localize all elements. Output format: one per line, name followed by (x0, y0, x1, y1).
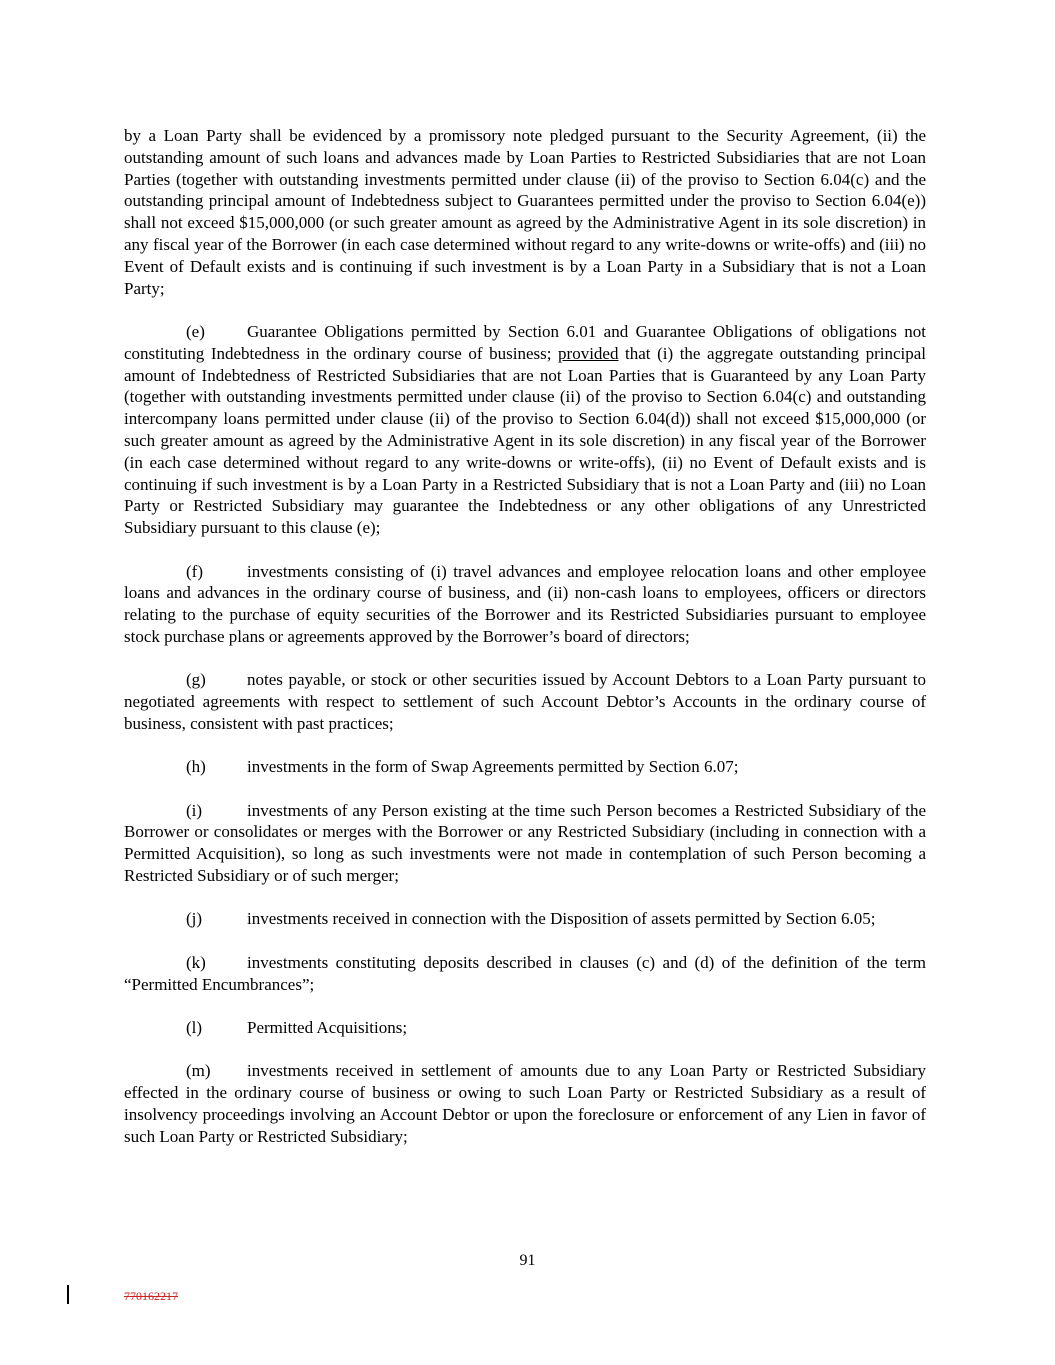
clause-e-label: (e) (186, 321, 205, 341)
clause-k-label: (k) (186, 952, 206, 972)
clause-f-label: (f) (186, 561, 203, 581)
clause-i-text: investments of any Person existing at the time such Person becomes a Restricted Subsidiary of the Borrower or consolidates or merges with the Borrower or any Restricted Subsidiary (including in connection with a Permitted Acquisition), so long as such investments were not made in contemplation of such Person becoming a Restricted Subsidiary or of such merger; (124, 800, 926, 886)
clause-h (124, 756, 926, 778)
clause-l-text: Permitted Acquisitions; (247, 1018, 408, 1038)
clause-f (124, 561, 926, 648)
clause-k (124, 952, 926, 996)
clause-j-text: investments received in connection with the Disposition of assets permitted by Section 6.05; (247, 909, 876, 929)
clause-i-label: (i) (186, 800, 203, 820)
revision-change-bar (67, 1285, 69, 1304)
clause-j-label: (j) (186, 909, 203, 929)
page-number: 91 (519, 1252, 536, 1269)
clause-e-provided: provided (558, 343, 619, 363)
clause-m-label: (m) (186, 1061, 211, 1081)
clause-g-text: notes payable, or stock or other securities issued by Account Debtors to a Loan Party pursuant to negotiated agreements with respect to settlement of such Account Debtor’s Accounts in the ordinary course of business, consistent with past practices; (124, 670, 926, 733)
clause-j (124, 908, 926, 930)
clause-l (124, 1017, 926, 1039)
clause-g-label: (g) (186, 670, 206, 690)
clause-h-text: investments in the form of Swap Agreements permitted by Section 6.07; (247, 757, 739, 777)
clause-l-label: (l) (186, 1018, 203, 1038)
clause-h-label: (h) (186, 757, 206, 777)
clause-m-text: investments received in settlement of amounts due to any Loan Party or Restricted Subsidiary effected in the ordinary course of business or owing to such Loan Party or Restricted Subsidiary as a result of insolvency proceedings involving an Account Debtor or upon the foreclosure or enforcement of any Lien in favor of such Loan Party or Restricted Subsidiary; (124, 1061, 926, 1146)
clause-k-text: investments constituting deposits described in clauses (c) and (d) of the definition of the term “Permitted Encumbrances”; (124, 952, 926, 994)
clause-f-text: investments consisting of (i) travel advances and employee relocation loans and other employee loans and advances in the ordinary course of business, and (ii) non-cash loans to employees, officers or directors relating to the purchase of equity securities of the Borrower and its Restricted Subsidiaries pursuant to employee stock purchase plans or agreements approved by the Borrower’s board of directors; (124, 561, 926, 646)
clause-e-text-after: that (i) the aggregate outstanding principal amount of Indebtedness of Restricted Subsidiaries that are not Loan Parties that is Guaranteed by any Loan Party (together with outstanding investments permitted under clause (ii) of the proviso to Section 6.04(c) and outstanding intercompany loans permitted under clause (ii) of the proviso to Section 6.04(d)) shall not exceed $15,000,000 (or such greater amount as agreed by the Administrative Agent in its sole discretion) in any fiscal year of the Borrower (in each case determined without regard to any write-downs or write-offs), (ii) no Event of Default exists and is continuing if such investment is by a Loan Party in a Restricted Subsidiary that is not a Loan Party and (iii) no Loan Party or Restricted Subsidiary may guarantee the Indebtedness or any other obligations of any Unrestricted Subsidiary pursuant to this clause (e); (124, 343, 927, 538)
clause-e (124, 321, 926, 539)
paragraph-intro: by a Loan Party shall be evidenced by a promissory note pledged pursuant to the Security Agreement, (ii) the outstanding amount of such loans and advances made by Loan Parties to Restricted Subsidiaries that are not Loan Parties (together with outstanding investments permitted under clause (ii) of the proviso to Section 6.04(c) and the outstanding principal amount of Indebtedness subject to Guarantees permitted under the proviso to Section 6.04(e)) shall not exceed $15,000,000 (or such greater amount as agreed by the Administrative Agent in its sole discretion) in any fiscal year of the Borrower (in each case determined without regard to any write-downs or write-offs) and (iii) no Event of Default exists and is continuing if such investment is by a Loan Party in a Subsidiary that is not a Loan Party; (124, 126, 926, 298)
clause-e-text-before: Guarantee Obligations permitted by Section 6.01 and Guarantee Obligations of obligations not constituting Indebtedness in the ordinary course of business; (124, 321, 926, 363)
document-id: 770162217 (124, 1289, 178, 1303)
document-body (124, 125, 926, 1169)
clause-g (124, 669, 926, 734)
clause-m (124, 1060, 926, 1147)
clause-i (124, 800, 926, 887)
